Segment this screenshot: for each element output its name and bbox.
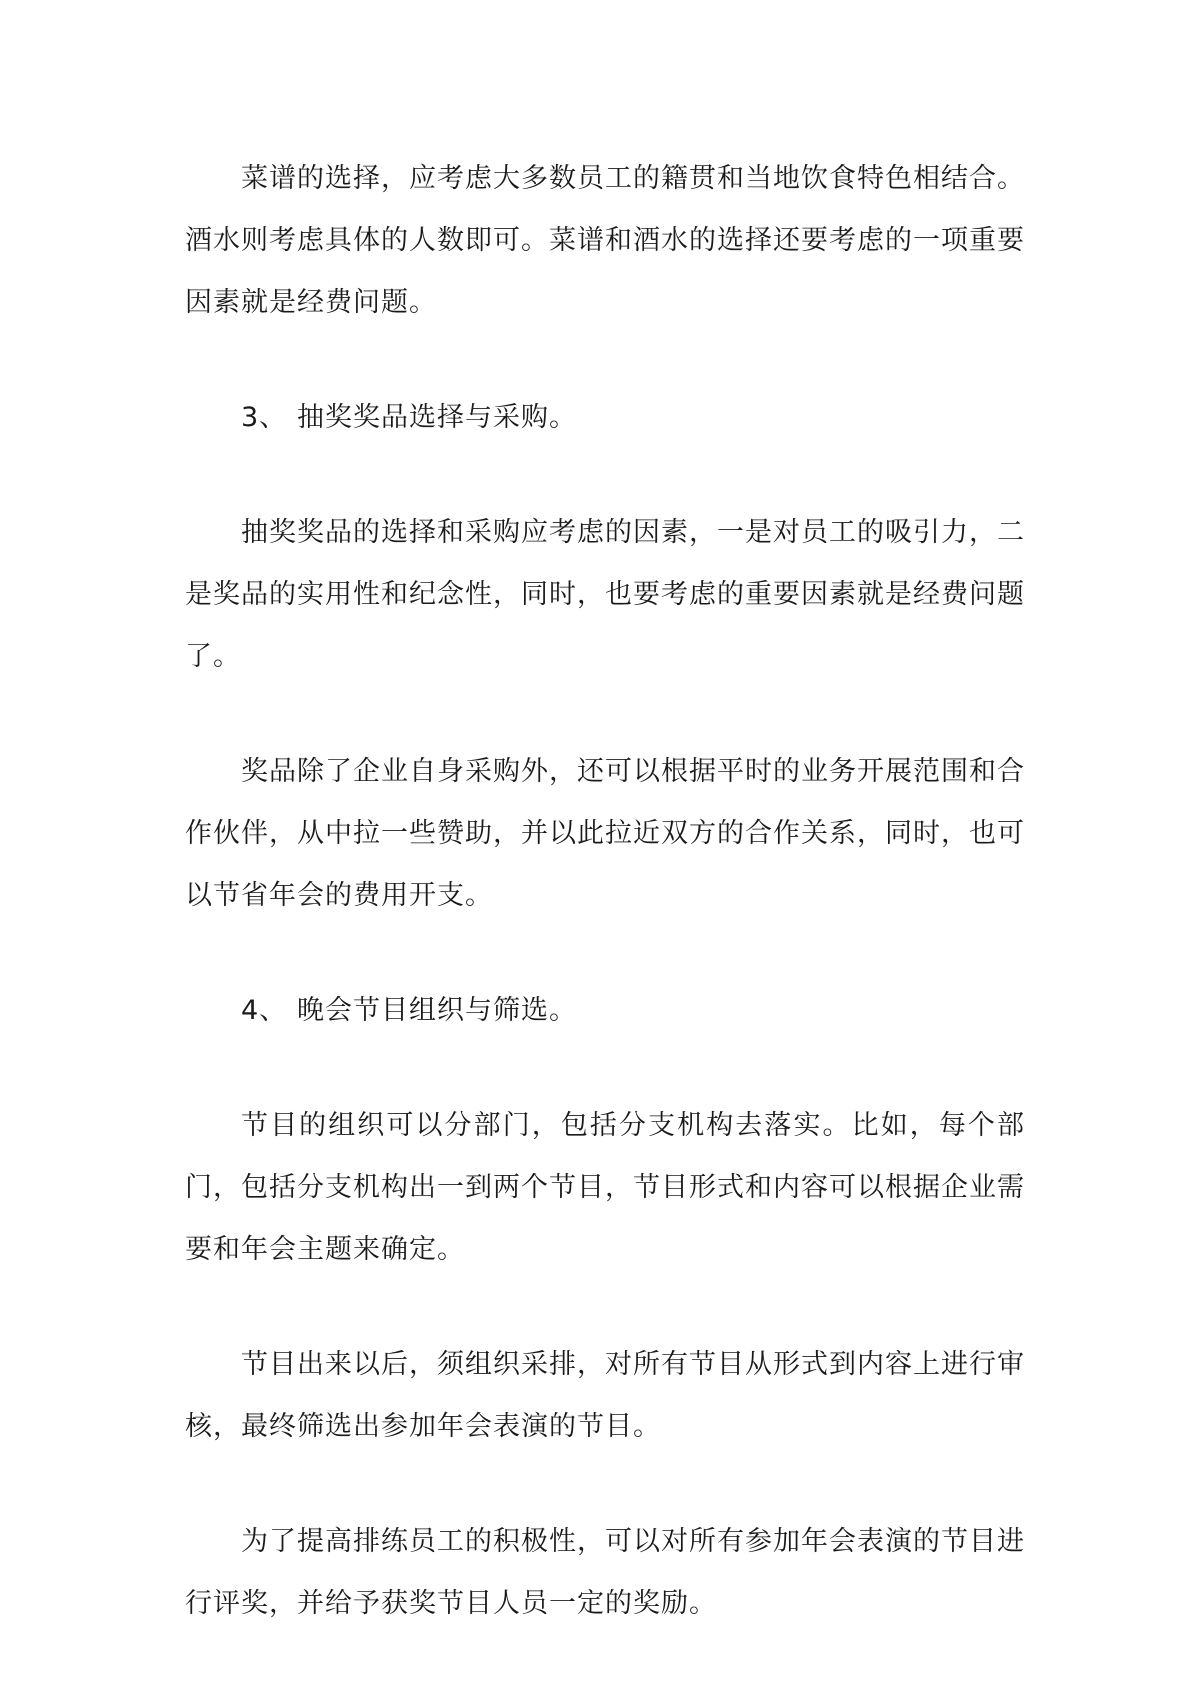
paragraph-prize-factors: 抽奖奖品的选择和采购应考虑的因素，一是对员工的吸引力，二是奖品的实用性和纪念性，同时，也要考虑的重要因素就是经费问题了。 [185,517,1025,672]
paragraph-program-organization: 节目的组织可以分部门，包括分支机构去落实。比如，每个部门，包括分支机构出一到两个节目，节目形式和内容可以根据企业需要和年会主题来确定。 [185,1110,1025,1265]
paragraph-prize-sponsorship: 奖品除了企业自身采购外，还可以根据平时的业务开展范围和合作伙伴，从中拉一些赞助，并以此拉近双方的合作关系，同时，也可以节省年会的费用开支。 [185,756,1025,911]
paragraph-program-review: 节目出来以后，须组织采排，对所有节目从形式到内容上进行审核，最终筛选出参加年会表演的节目。 [185,1349,1025,1442]
paragraph-menu-selection: 菜谱的选择，应考虑大多数员工的籍贯和当地饮食特色相结合。酒水则考虑具体的人数即可。菜谱和酒水的选择还要考虑的一项重要因素就是经费问题。 [185,163,1025,318]
section-title: 抽奖奖品选择与采购。 [297,402,577,433]
section-heading-3 [185,387,1025,449]
section-heading-4 [185,980,1025,1042]
paragraph-program-awards: 为了提高排练员工的积极性，可以对所有参加年会表演的节目进行评奖，并给予获奖节目人员一定的奖励。 [185,1526,1025,1619]
section-number: 4、 [241,995,288,1026]
section-title: 晚会节目组织与筛选。 [297,995,577,1026]
document-body [185,148,1025,1635]
section-number: 3、 [241,402,288,433]
